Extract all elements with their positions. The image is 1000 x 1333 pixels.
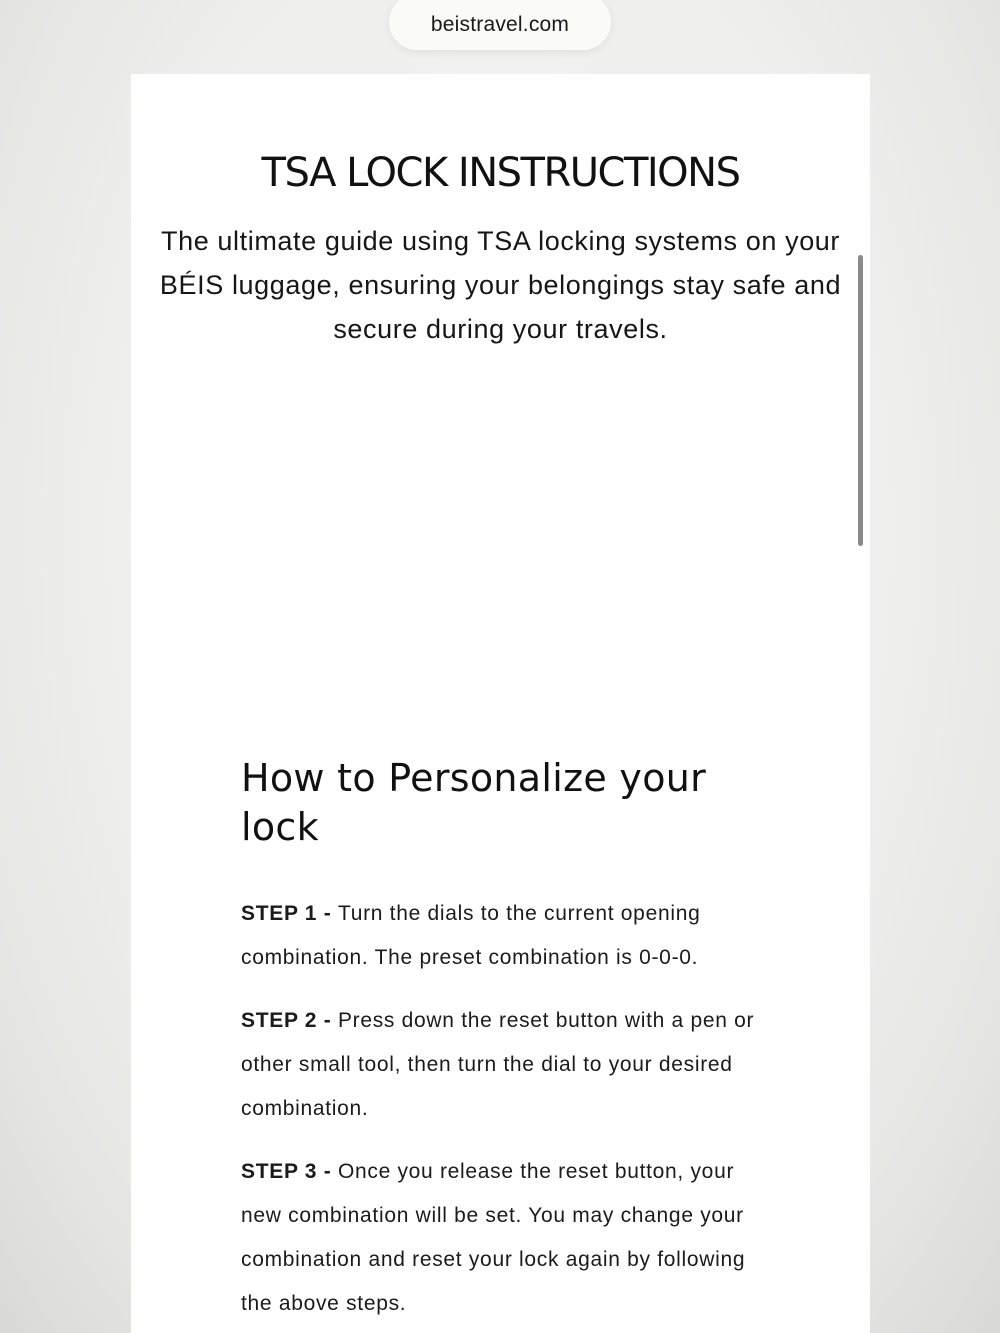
step-2-label: STEP 2 - xyxy=(241,1009,338,1032)
url-bar[interactable] xyxy=(389,0,611,50)
step-1 xyxy=(241,892,761,980)
step-3-label: STEP 3 - xyxy=(241,1160,338,1183)
step-1-label: STEP 1 - xyxy=(241,902,338,925)
step-3 xyxy=(241,1150,761,1326)
page-title: TSA LOCK INSTRUCTIONS xyxy=(261,150,740,196)
step-3-text: Once you release the reset button, your new combination will be set. You may change your combination and reset your lock again by following the above steps. xyxy=(241,1160,746,1315)
step-2-text: Press down the reset button with a pen or other small tool, then turn the dial to your desired combination. xyxy=(241,1009,755,1120)
section-heading: How to Personalize your lock xyxy=(241,756,707,849)
step-2 xyxy=(241,999,761,1131)
page-intro: The ultimate guide using TSA locking systems on your BÉIS luggage, ensuring your belongings stay safe and secure during your travels. xyxy=(159,226,842,344)
scrollbar[interactable] xyxy=(858,255,863,546)
steps-list xyxy=(241,892,761,1333)
step-1-text: Turn the dials to the current opening combination. The preset combination is 0-0-0. xyxy=(241,902,701,969)
url-text: beistravel.com xyxy=(430,13,570,36)
page-content xyxy=(131,74,870,1333)
